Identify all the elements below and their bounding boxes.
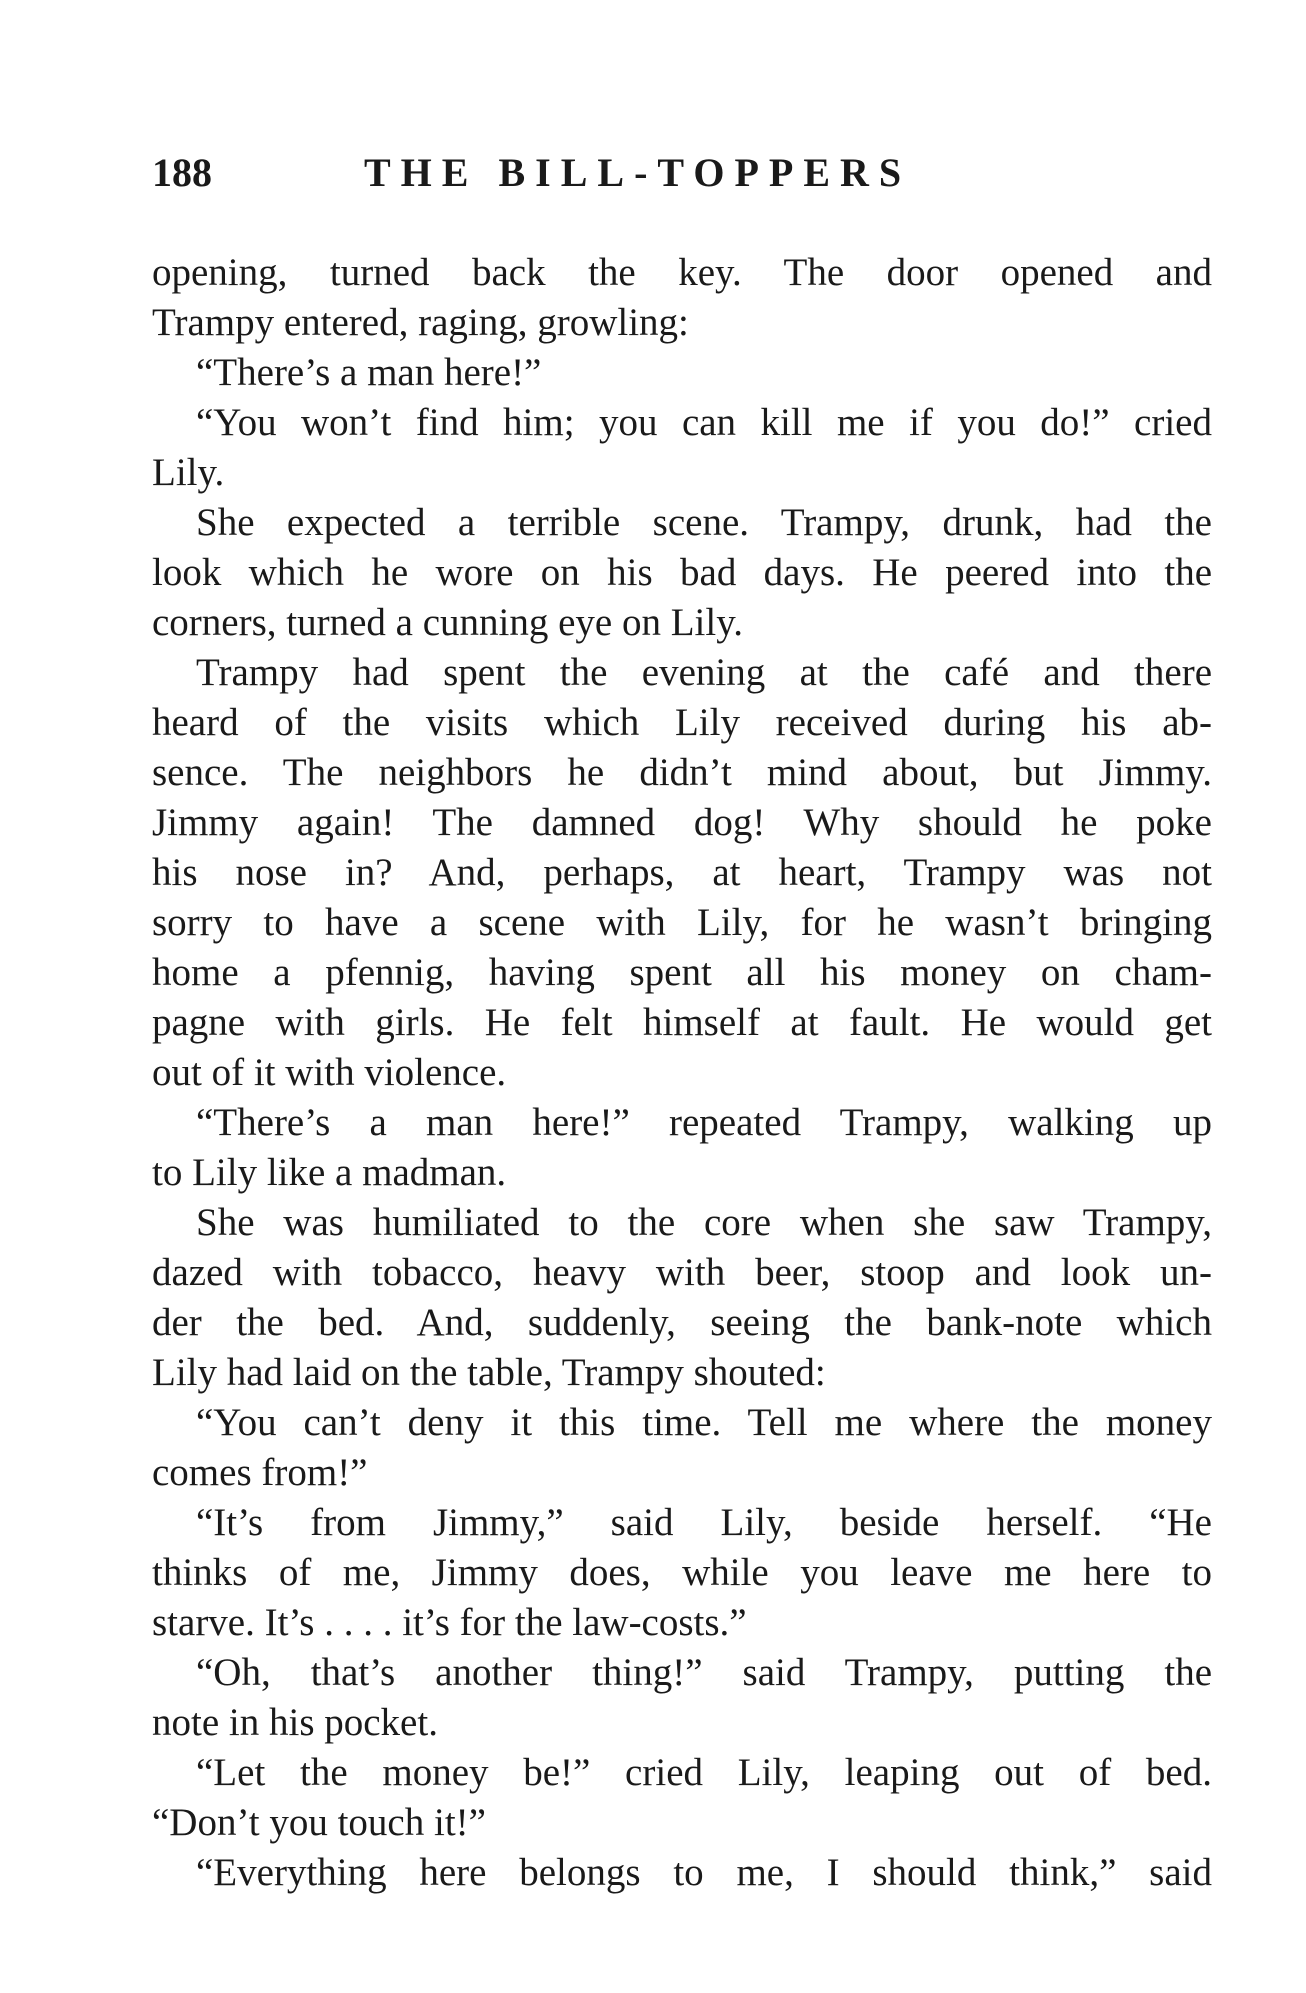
text-line: “Oh, that’s another thing!” said Trampy, putting the [196,1651,1212,1694]
text-line: out of it with violence. [152,1051,507,1094]
text-line: sence. The neighbors he didn’t mind about, but Jimmy. [152,751,1212,794]
text-line: Lily. [152,451,225,494]
text-line: “There’s a man here!” repeated Trampy, walking up [196,1101,1212,1144]
text-line: note in his pocket. [152,1701,438,1744]
text-line: She expected a terrible scene. Trampy, drunk, had the [196,501,1212,544]
text-line: “You won’t find him; you can kill me if you do!” cried [196,401,1212,444]
text-line: “There’s a man here!” [196,351,542,394]
text-line: dazed with tobacco, heavy with beer, stoop and look un- [152,1251,1212,1294]
text-line: sorry to have a scene with Lily, for he wasn’t bringing [152,901,1212,944]
text-line: pagne with girls. He felt himself at fault. He would get [152,1001,1212,1044]
book-title: THE BILL-TOPPERS [364,150,912,195]
text-line: his nose in? And, perhaps, at heart, Trampy was not [152,851,1212,894]
body-text [152,248,1212,1898]
text-line: home a pfennig, having spent all his money on cham- [152,951,1212,994]
text-line: opening, turned back the key. The door opened and [152,251,1212,294]
text-line: “Let the money be!” cried Lily, leaping out of bed. [196,1751,1212,1794]
text-line: der the bed. And, suddenly, seeing the bank-note which [152,1301,1212,1344]
text-line: “You can’t deny it this time. Tell me where the money [196,1401,1212,1444]
page-number: 188 [152,150,212,195]
running-head [152,145,1212,201]
text-line: “Everything here belongs to me, I should think,” said [196,1851,1212,1894]
text-line: heard of the visits which Lily received during his ab- [152,701,1212,744]
text-line: look which he wore on his bad days. He peered into the [152,551,1212,594]
text-line: She was humiliated to the core when she saw Trampy, [196,1201,1212,1244]
text-line: “It’s from Jimmy,” said Lily, beside herself. “He [196,1501,1212,1544]
text-line: comes from!” [152,1451,368,1494]
text-line: starve. It’s . . . . it’s for the law-costs.” [152,1601,747,1644]
text-line: Trampy entered, raging, growling: [152,301,689,344]
text-line: “Don’t you touch it!” [152,1801,486,1844]
text-line: Jimmy again! The damned dog! Why should he poke [152,801,1212,844]
text-line: corners, turned a cunning eye on Lily. [152,601,743,644]
text-line: to Lily like a madman. [152,1151,507,1194]
text-line: thinks of me, Jimmy does, while you leave me here to [152,1551,1212,1594]
text-line: Lily had laid on the table, Trampy shouted: [152,1351,826,1394]
text-line: Trampy had spent the evening at the café and there [196,651,1212,694]
